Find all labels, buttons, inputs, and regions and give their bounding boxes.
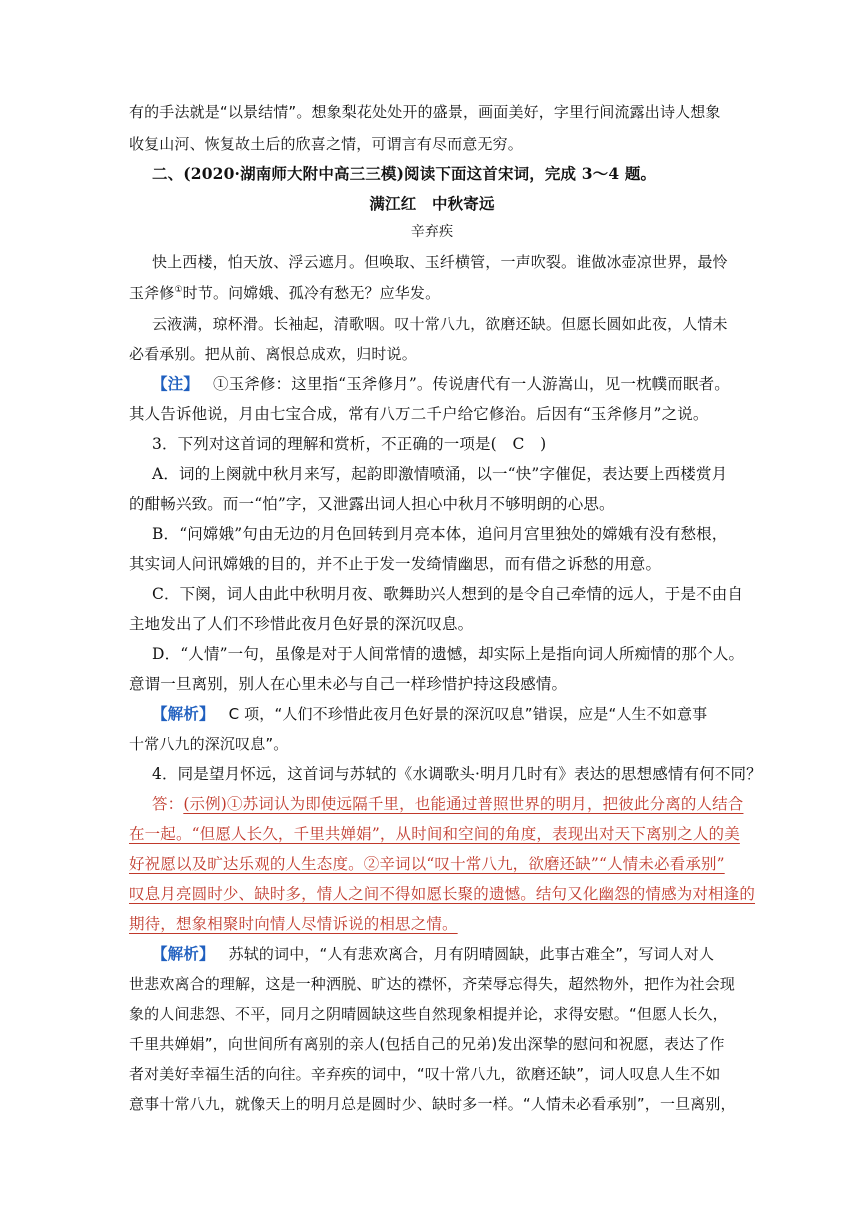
answer-4: 叹息月亮圆时少、缺时多，情人之间不得如愿长聚的遗憾。结句又化幽怨的情感为对相逢的: [129, 885, 756, 903]
poem-author: 辛弃疾: [410, 224, 454, 240]
analysis-4: 千里共婵娟”，向世间所有离别的亲人(包括自己的兄弟)发出深挚的慰问和祝愿，表达了作: [129, 1035, 725, 1053]
poem-text: 时节。问嫦娥、孤冷有愁无？应华发。: [182, 284, 441, 302]
answer-4: 在一起。“但愿人长久，千里共婵娟”，从时间和空间的角度，表现出对天下离别之人的美: [129, 825, 740, 843]
answer-4: 期待，想象相聚时向情人尽情诉说的相思之情。: [129, 915, 458, 933]
analysis-tag: 【解析】: [152, 944, 215, 963]
text-line: 收复山河、恢复故土后的欣喜之情，可谓言有尽而意无穷。: [129, 135, 523, 153]
poem-line: [129, 283, 735, 303]
poem-line: 快上西楼，怕天放、浮云遮月。但唤取、玉纤横管，一声吹裂。谁做冰壶凉世界，最怜: [152, 253, 728, 271]
analysis-tag: 【解析】: [152, 704, 215, 723]
note-text: ①玉斧修：这里指“玉斧修月”。传说唐代有一人游嵩山，见一枕幞而眠者。: [212, 375, 730, 393]
analysis-text: C 项，“人们不珍惜此夜月色好景的深沉叹息”错误，应是“人生不如意事: [228, 705, 708, 723]
analysis-3: [152, 704, 735, 724]
answer-4: 好祝愿以及旷达乐观的人生态度。②辛词以“叹十常八九，欲磨还缺”“人情未必看承别”: [129, 855, 725, 873]
analysis-text: 苏轼的词中，“人有悲欢离合，月有阴晴圆缺，此事古难全”，写词人对人: [228, 945, 715, 963]
answer-tag: 答：: [152, 795, 184, 813]
analysis-4: 意事十常八九，就像天上的明月总是圆时少、缺时多一样。“人情未必看承别”，一旦离别，: [129, 1095, 736, 1113]
analysis-3: 十常八九的深沉叹息”。: [129, 735, 289, 753]
text-line: 有的手法就是“以景结情”。想象梨花处处开的盛景，画面美好，字里行间流露出诗人想象: [129, 103, 721, 121]
note-line: [152, 374, 735, 394]
answer-text: (示例)①苏词认为即使远隔千里，也能通过普照世界的明月，把彼此分离的人结合: [183, 795, 744, 813]
option-b: 其实词人问讯嫦娥的目的，并不止于发一发绮情幽思，而有借之诉愁的用意。: [129, 555, 662, 573]
note-line: 其人告诉他说，月由七宝合成，常有八万二千户给它修治。后因有“玉斧修月”之说。: [129, 405, 709, 423]
analysis-4: 者对美好幸福生活的向往。辛弃疾的词中，“叹十常八九，欲磨还缺”，词人叹息人生不如: [129, 1065, 721, 1083]
poem-line: 必看承别。把从前、离恨总成欢，归时说。: [129, 345, 417, 363]
option-d: D．“人情”一句，虽像是对于人间常情的遗憾，却实际上是指向词人所痴情的那个人。: [152, 645, 745, 663]
poem-title: 满江红 中秋寄远: [369, 194, 495, 213]
section-heading: 二、(2020·湖南师大附中高三三模)阅读下面这首宋词，完成 3～4 题。: [152, 164, 657, 183]
option-c: 主地发出了人们不珍惜此夜月色好景的深沉叹息。: [129, 615, 474, 633]
poem-line: 云液满，琼杯滑。长袖起，清歌咽。叹十常八九，欲磨还缺。但愿长圆如此夜，人情未: [152, 315, 728, 333]
option-b: B．“问嫦娥”句由无边的月色回转到月亮本体，追问月宫里独处的嫦娥有没有愁根，: [152, 525, 728, 543]
analysis-4: 象的人间悲怨、不平，同月之阴晴圆缺这些自然现象相提并论，求得安慰。“但愿人长久，: [129, 1005, 728, 1023]
option-c: C．下阕，词人由此中秋明月夜、歌舞助兴人想到的是令自己牵情的远人，于是不由自: [152, 585, 744, 603]
analysis-4: 世悲欢离合的理解，这是一种洒脱、旷达的襟怀，齐荣辱忘得失，超然物外，把作为社会现: [129, 975, 736, 993]
option-d: 意谓一旦离别，别人在心里未必与自己一样珍惜护持这段感情。: [129, 675, 568, 693]
analysis-4: [152, 944, 735, 964]
option-a: A．词的上阕就中秋月来写，起韵即激情喷涌，以一“快”字催促，表达要上西楼赏月: [152, 465, 728, 483]
footnote-marker: ①: [174, 285, 183, 295]
question-4: 4．同是望月怀远，这首词与苏轼的《水调歌头·明月几时有》表达的思想感情有何不同？: [152, 765, 762, 783]
poem-text: 玉斧修: [129, 284, 175, 302]
option-a: 的酣畅兴致。而一“怕”字，又泄露出词人担心中秋月不够明朗的心思。: [129, 495, 615, 513]
note-tag: 【注】: [152, 374, 199, 393]
answer-4: [152, 794, 744, 814]
question-3: 3．下列对这首词的理解和赏析，不正确的一项是( C ): [152, 435, 547, 453]
